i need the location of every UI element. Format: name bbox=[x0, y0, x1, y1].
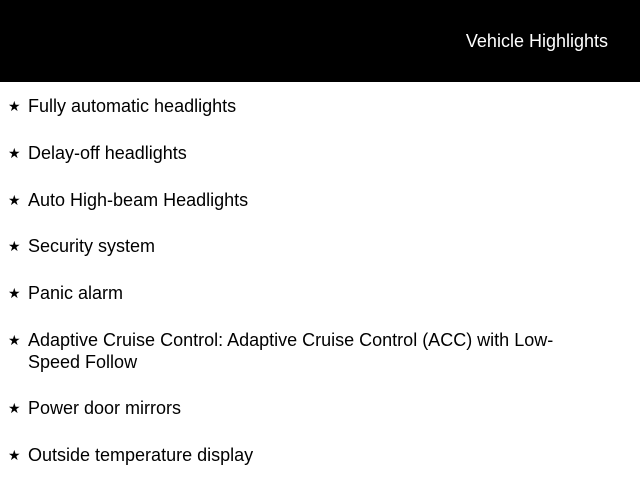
star-icon: ★ bbox=[8, 332, 21, 348]
star-icon: ★ bbox=[8, 145, 21, 161]
highlight-label: Adaptive Cruise Control: Adaptive Cruise Control (ACC) with Low-Speed Follow bbox=[28, 330, 554, 372]
star-icon: ★ bbox=[8, 447, 21, 463]
star-icon: ★ bbox=[8, 285, 21, 301]
list-item bbox=[8, 189, 608, 211]
star-icon: ★ bbox=[8, 400, 21, 416]
list-item bbox=[8, 444, 608, 466]
star-icon: ★ bbox=[8, 98, 21, 114]
list-item bbox=[8, 397, 608, 419]
highlight-label: Panic alarm bbox=[28, 283, 124, 303]
list-item bbox=[8, 95, 608, 117]
highlight-label: Auto High-beam Headlights bbox=[28, 190, 249, 210]
highlight-label: Power door mirrors bbox=[28, 398, 182, 418]
list-item bbox=[8, 235, 608, 257]
header-bar bbox=[0, 0, 640, 82]
highlight-label: Security system bbox=[28, 236, 156, 256]
list-item bbox=[8, 142, 608, 164]
list-item bbox=[8, 329, 608, 373]
star-icon: ★ bbox=[8, 238, 21, 254]
list-item bbox=[8, 282, 608, 304]
star-icon: ★ bbox=[8, 192, 21, 208]
highlight-label: Outside temperature display bbox=[28, 445, 254, 465]
page-title: Vehicle Highlights bbox=[465, 31, 608, 51]
highlight-label: Delay-off headlights bbox=[28, 143, 187, 163]
highlight-label: Fully automatic headlights bbox=[28, 96, 237, 116]
